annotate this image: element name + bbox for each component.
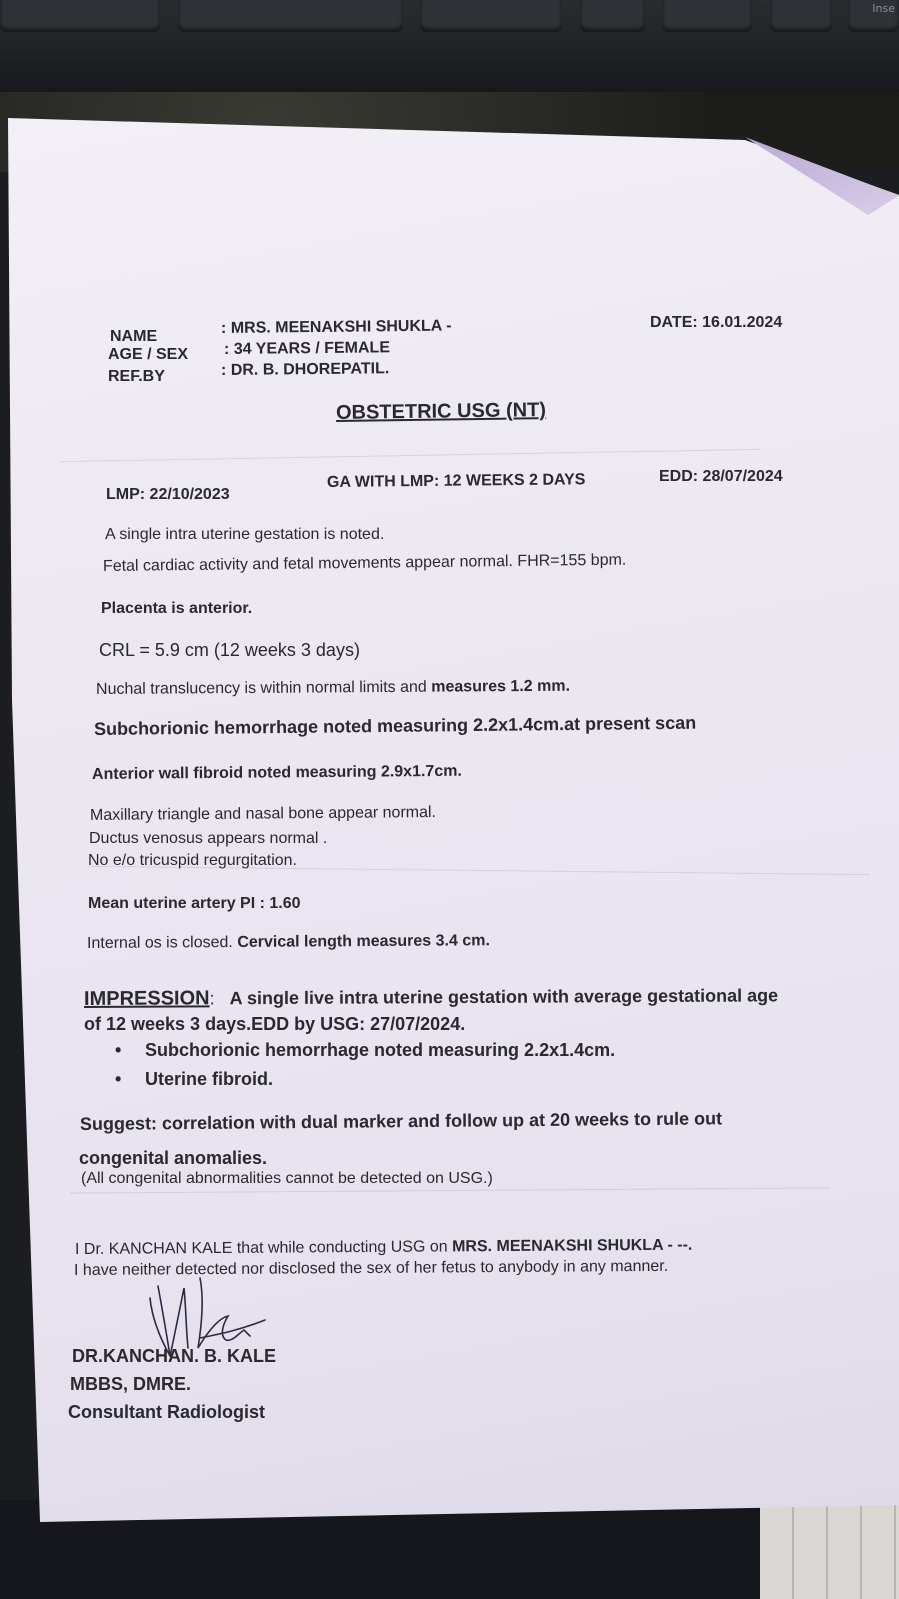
finding-nuchal <box>96 678 570 699</box>
name-value: : MRS. MEENAKSHI SHUKLA - <box>220 317 452 337</box>
agesex-label: AGE / SEX <box>108 346 189 363</box>
finding-uterine-pi: Mean uterine artery PI : 1.60 <box>88 895 301 912</box>
impression-colon: : <box>209 988 215 1009</box>
finding-crl: CRL = 5.9 cm (12 weeks 3 days) <box>99 640 360 660</box>
finding-internal-os <box>87 932 490 953</box>
finding-maxillary: Maxillary triangle and nasal bone appear normal. <box>89 803 437 824</box>
key-label: Inse <box>872 2 895 15</box>
nuchal-measure: measures 1.2 mm. <box>431 677 571 696</box>
finding-cardiac: Fetal cardiac activity and fetal movements appear normal. FHR=155 bpm. <box>102 551 627 575</box>
finding-ductus: Ductus venosus appears normal . <box>89 830 328 847</box>
nuchal-text: Nuchal translucency is within normal limits and <box>95 678 432 698</box>
signatory-degree: MBBS, DMRE. <box>70 1374 191 1394</box>
edd-date: EDD: 28/07/2024 <box>659 468 783 485</box>
signatory-role: Consultant Radiologist <box>68 1402 265 1422</box>
impression-line1 <box>84 985 778 1009</box>
finding-fibroid: Anterior wall fibroid noted measuring 2.9x1.7cm. <box>91 762 462 783</box>
impression-text: A single live intra uterine gestation with average gestational age <box>229 985 779 1009</box>
internal-os-text: Internal os is closed. <box>86 933 238 952</box>
cervical-length: Cervical length measures 3.4 cm. <box>237 932 490 951</box>
suggest-note: (All congenital abnormalities cannot be detected on USG.) <box>81 1170 493 1187</box>
refby-label: REF.BY <box>108 368 165 385</box>
agesex-value: : 34 YEARS / FEMALE <box>223 339 391 358</box>
signatory-name: DR.KANCHAN. B. KALE <box>72 1346 276 1366</box>
impression-bullet: • Uterine fibroid. <box>145 1069 273 1089</box>
impression-line2: of 12 weeks 3 days.EDD by USG: 27/07/2024. <box>84 1014 466 1034</box>
finding-hemorrhage: Subchorionic hemorrhage noted measuring 2.2x1.4cm.at present scan <box>93 712 697 739</box>
lmp-date: LMP: 22/10/2023 <box>106 486 230 503</box>
finding-placenta: Placenta is anterior. <box>101 600 253 617</box>
finding-tricuspid: No e/o tricuspid regurgitation. <box>88 852 297 869</box>
name-label: NAME <box>110 328 158 345</box>
report-title: OBSTETRIC USG (NT) <box>335 399 547 424</box>
declaration-line1 <box>75 1237 692 1259</box>
impression-bullet: • Subchorionic hemorrhage noted measuring 2.2x1.4cm. <box>145 1040 615 1060</box>
declaration-patient-name: MRS. MEENAKSHI SHUKLA - --. <box>451 1236 693 1256</box>
declaration-text: I Dr. KANCHAN KALE that while conducting USG on <box>74 1238 453 1258</box>
suggest-line1: Suggest: correlation with dual marker and follow up at 20 weeks to rule out <box>79 1108 723 1134</box>
ga-with-lmp: GA WITH LMP: 12 WEEKS 2 DAYS <box>326 471 586 491</box>
refby-value: : DR. B. DHOREPATIL. <box>220 360 390 379</box>
finding-gestation: A single intra uterine gestation is noted. <box>105 526 385 543</box>
declaration-line2: I have neither detected nor disclosed the sex of her fetus to anybody in any manner. <box>73 1257 669 1279</box>
suggest-line2: congenital anomalies. <box>79 1148 268 1168</box>
report-date: DATE: 16.01.2024 <box>650 314 783 331</box>
impression-heading: IMPRESSION <box>83 987 210 1010</box>
